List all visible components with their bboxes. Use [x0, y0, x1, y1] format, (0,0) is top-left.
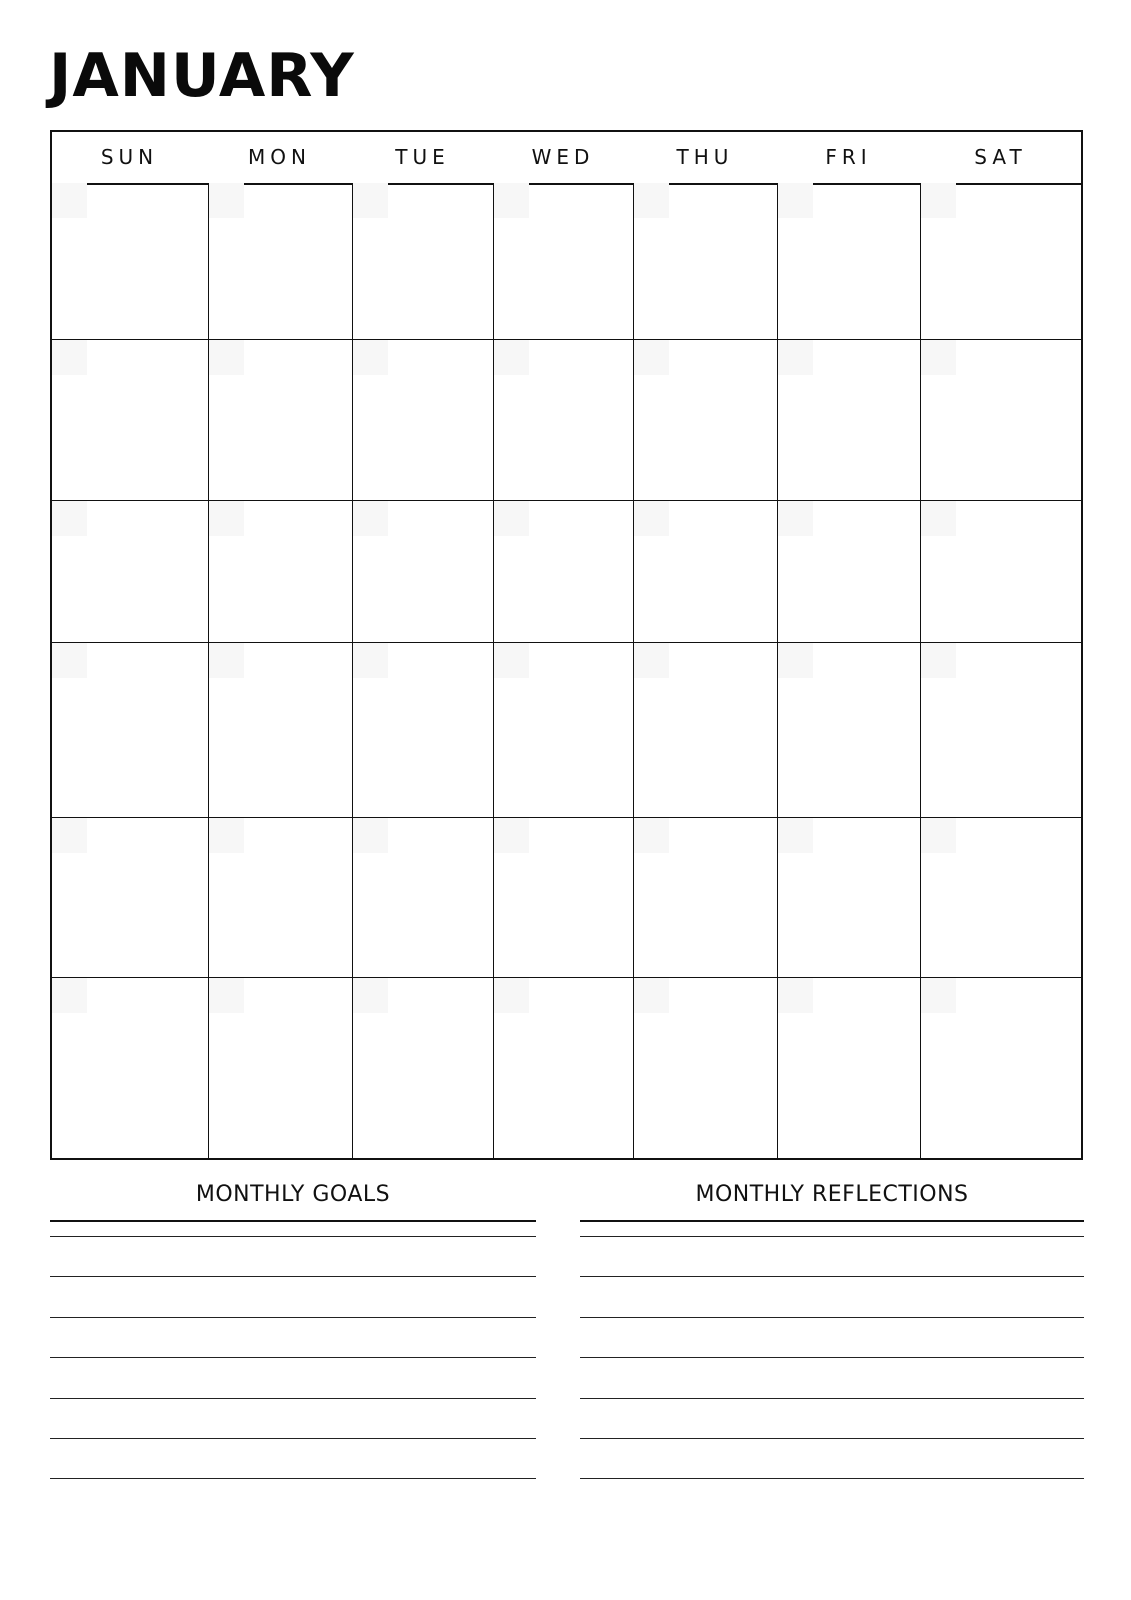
date-number-box: [209, 183, 244, 218]
day-cell-sun-week-3[interactable]: [52, 501, 209, 643]
day-cell-fri-week-4[interactable]: [778, 643, 921, 818]
date-number-box: [921, 643, 956, 678]
weekday-label-wed: WED: [531, 145, 595, 169]
monthly-goals-underline: [50, 1220, 536, 1222]
monthly-goals-line-3[interactable]: [50, 1317, 536, 1318]
date-number-box: [353, 340, 388, 375]
date-number-box: [494, 978, 529, 1013]
date-number-box: [52, 183, 87, 218]
day-cell-tue-week-3[interactable]: [353, 501, 494, 643]
day-cell-fri-week-6[interactable]: [778, 978, 921, 1158]
monthly-goals-line-2[interactable]: [50, 1276, 536, 1277]
monthly-reflections-line-7[interactable]: [580, 1478, 1084, 1479]
date-number-box: [778, 978, 813, 1013]
day-cell-fri-week-3[interactable]: [778, 501, 921, 643]
day-cell-wed-week-2[interactable]: [494, 340, 634, 501]
date-number-box: [778, 643, 813, 678]
monthly-goals-line-4[interactable]: [50, 1357, 536, 1358]
day-cell-wed-week-1[interactable]: [494, 183, 634, 340]
monthly-goals-line-5[interactable]: [50, 1398, 536, 1399]
monthly-reflections-line-3[interactable]: [580, 1317, 1084, 1318]
day-cell-fri-week-5[interactable]: [778, 818, 921, 978]
date-number-box: [209, 501, 244, 536]
day-cell-thu-week-6[interactable]: [634, 978, 778, 1158]
day-cell-thu-week-5[interactable]: [634, 818, 778, 978]
day-cell-thu-week-2[interactable]: [634, 340, 778, 501]
date-number-box: [52, 818, 87, 853]
date-number-box: [209, 340, 244, 375]
day-cell-wed-week-5[interactable]: [494, 818, 634, 978]
day-cell-sat-week-4[interactable]: [921, 643, 1081, 818]
day-cell-wed-week-6[interactable]: [494, 978, 634, 1158]
date-number-box: [209, 818, 244, 853]
monthly-goals-line-7[interactable]: [50, 1478, 536, 1479]
day-cell-sun-week-4[interactable]: [52, 643, 209, 818]
monthly-goals-line-1[interactable]: [50, 1236, 536, 1237]
weekday-label-sat: SAT: [974, 145, 1027, 169]
weekday-header-row: [52, 132, 1081, 185]
date-number-box: [778, 183, 813, 218]
date-number-box: [353, 183, 388, 218]
date-number-box: [494, 818, 529, 853]
date-number-box: [52, 643, 87, 678]
date-number-box: [494, 183, 529, 218]
date-number-box: [921, 340, 956, 375]
day-cell-thu-week-3[interactable]: [634, 501, 778, 643]
day-cell-mon-week-2[interactable]: [209, 340, 353, 501]
date-number-box: [52, 501, 87, 536]
monthly-reflections-line-5[interactable]: [580, 1398, 1084, 1399]
date-number-box: [921, 183, 956, 218]
date-number-box: [52, 340, 87, 375]
date-number-box: [778, 818, 813, 853]
day-cell-tue-week-2[interactable]: [353, 340, 494, 501]
monthly-goals-line-6[interactable]: [50, 1438, 536, 1439]
date-number-box: [634, 818, 669, 853]
monthly-reflections-line-4[interactable]: [580, 1357, 1084, 1358]
monthly-goals-title: MONTHLY GOALS: [195, 1182, 391, 1207]
monthly-reflections-title: MONTHLY REFLECTIONS: [695, 1182, 969, 1207]
day-cell-sat-week-1[interactable]: [921, 183, 1081, 340]
monthly-reflections-line-6[interactable]: [580, 1438, 1084, 1439]
day-cell-wed-week-4[interactable]: [494, 643, 634, 818]
date-number-box: [353, 501, 388, 536]
date-number-box: [778, 501, 813, 536]
date-number-box: [353, 643, 388, 678]
day-cell-fri-week-1[interactable]: [778, 183, 921, 340]
day-cell-mon-week-3[interactable]: [209, 501, 353, 643]
day-cell-thu-week-1[interactable]: [634, 183, 778, 340]
day-cell-sat-week-2[interactable]: [921, 340, 1081, 501]
date-number-box: [494, 643, 529, 678]
day-cell-wed-week-3[interactable]: [494, 501, 634, 643]
date-number-box: [52, 978, 87, 1013]
date-number-box: [494, 340, 529, 375]
day-cell-thu-week-4[interactable]: [634, 643, 778, 818]
day-cell-sun-week-2[interactable]: [52, 340, 209, 501]
date-number-box: [921, 978, 956, 1013]
monthly-reflections-line-1[interactable]: [580, 1236, 1084, 1237]
day-cell-tue-week-1[interactable]: [353, 183, 494, 340]
date-number-box: [921, 501, 956, 536]
calendar-grid: [50, 130, 1083, 1160]
day-cell-mon-week-5[interactable]: [209, 818, 353, 978]
date-number-box: [494, 501, 529, 536]
weekday-label-fri: FRI: [825, 145, 872, 169]
day-cell-sat-week-6[interactable]: [921, 978, 1081, 1158]
day-cell-tue-week-5[interactable]: [353, 818, 494, 978]
date-number-box: [634, 643, 669, 678]
weekday-label-tue: TUE: [395, 145, 450, 169]
monthly-reflections-underline: [580, 1220, 1084, 1222]
day-cell-tue-week-6[interactable]: [353, 978, 494, 1158]
date-number-box: [634, 501, 669, 536]
month-title: JANUARY: [49, 41, 355, 111]
day-cell-tue-week-4[interactable]: [353, 643, 494, 818]
weekday-label-thu: THU: [676, 145, 734, 169]
date-number-box: [634, 183, 669, 218]
day-cell-mon-week-6[interactable]: [209, 978, 353, 1158]
date-number-box: [634, 978, 669, 1013]
weekday-label-mon: MON: [248, 145, 311, 169]
weekday-label-sun: SUN: [100, 145, 159, 169]
monthly-reflections-line-2[interactable]: [580, 1276, 1084, 1277]
day-cell-mon-week-4[interactable]: [209, 643, 353, 818]
date-number-box: [209, 643, 244, 678]
day-cell-sun-week-1[interactable]: [52, 183, 209, 340]
date-number-box: [353, 978, 388, 1013]
date-number-box: [634, 340, 669, 375]
date-number-box: [921, 818, 956, 853]
day-cell-sun-week-6[interactable]: [52, 978, 209, 1158]
day-cell-fri-week-2[interactable]: [778, 340, 921, 501]
day-cell-sat-week-5[interactable]: [921, 818, 1081, 978]
date-number-box: [209, 978, 244, 1013]
date-number-box: [353, 818, 388, 853]
day-cell-sat-week-3[interactable]: [921, 501, 1081, 643]
date-number-box: [778, 340, 813, 375]
day-cell-mon-week-1[interactable]: [209, 183, 353, 340]
day-cell-sun-week-5[interactable]: [52, 818, 209, 978]
